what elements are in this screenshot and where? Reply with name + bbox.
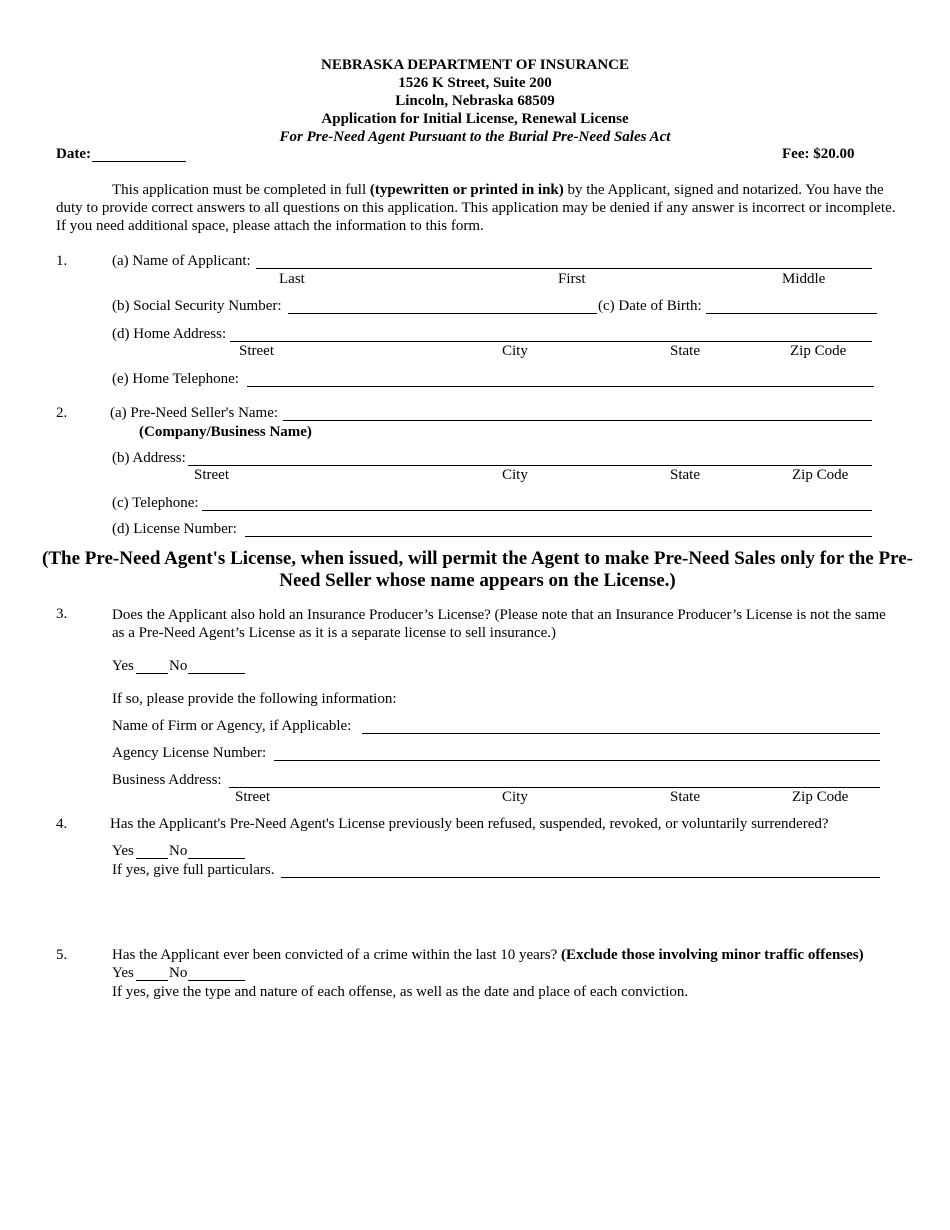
org-name: NEBRASKA DEPARTMENT OF INSURANCE — [321, 57, 629, 73]
home-address-input[interactable] — [230, 326, 872, 342]
q4-particulars-label: If yes, give full particulars. — [112, 862, 275, 878]
home-address-caption-street: Street — [239, 343, 274, 359]
agency-license-input[interactable] — [274, 745, 880, 761]
q3-no-label: No — [169, 658, 188, 674]
q5-yes-label: Yes — [112, 965, 134, 981]
business-address-caption-street: Street — [235, 789, 270, 805]
q5-question-bold: (Exclude those involving minor traffic offenses) — [561, 947, 864, 963]
business-address-caption-zip: Zip Code — [792, 789, 849, 805]
form-header — [0, 56, 950, 146]
agency-license-label: Agency License Number: — [112, 745, 267, 761]
dob-label: (c) Date of Birth: — [598, 298, 702, 314]
business-address-caption-state: State — [670, 789, 700, 805]
q5-question — [112, 947, 864, 964]
business-address-caption-city: City — [502, 789, 528, 805]
seller-name-caption: (Company/Business Name) — [139, 424, 312, 440]
seller-name-label: (a) Pre-Need Seller's Name: — [110, 405, 279, 421]
license-number-label: (d) License Number: — [112, 521, 237, 537]
seller-address-label: (b) Address: — [112, 450, 186, 466]
q3-number: 3. — [56, 606, 68, 622]
q5-no-label: No — [169, 965, 188, 981]
applicant-name-input[interactable] — [256, 253, 872, 269]
name-caption-first: First — [558, 271, 586, 287]
intro-text-2: by the Applicant, signed and notarized. You have the duty to provide correct answers to all questions on this application. This application may be denied if any answer is incorrect or incomplete. If you need additional space, please attach the information to this form. — [56, 182, 896, 234]
firm-name-input[interactable] — [362, 718, 880, 734]
q5-no-input[interactable] — [188, 965, 245, 981]
seller-address-caption-zip: Zip Code — [792, 467, 849, 483]
home-address-caption-state: State — [670, 343, 700, 359]
q4-yes-input[interactable] — [136, 843, 168, 859]
form-title: Application for Initial License, Renewal License — [321, 111, 629, 127]
q3-no-input[interactable] — [188, 658, 245, 674]
q5-number: 5. — [56, 947, 68, 963]
q4-no-input[interactable] — [188, 843, 245, 859]
name-caption-middle: Middle — [782, 271, 826, 287]
license-number-input[interactable] — [245, 521, 872, 537]
home-phone-input[interactable] — [247, 371, 874, 387]
intro-bold-text: (typewritten or printed in ink) — [369, 182, 564, 198]
q5-question-text: Has the Applicant ever been convicted of a crime within the last 10 years? — [112, 947, 562, 963]
org-street: 1526 K Street, Suite 200 — [398, 75, 552, 91]
ssn-input[interactable] — [288, 298, 597, 314]
home-address-caption-city: City — [502, 343, 528, 359]
form-subtitle: For Pre-Need Agent Pursuant to the Burial Pre-Need Sales Act — [279, 129, 671, 145]
business-address-label: Business Address: — [112, 772, 222, 788]
q4-question: Has the Applicant's Pre-Need Agent's License previously been refused, suspended, revoked, or voluntarily surrendered? — [110, 816, 829, 832]
q3-question: Does the Applicant also hold an Insurance Producer’s License? (Please note that an Insurance Producer’s License is not the same as a Pre-Need Agent’s License as it is a separate license to sell insurance.) — [112, 607, 886, 641]
home-address-label: (d) Home Address: — [112, 326, 227, 342]
home-phone-label: (e) Home Telephone: — [112, 371, 239, 387]
name-caption-last: Last — [279, 271, 305, 287]
business-address-input[interactable] — [229, 772, 880, 788]
ssn-label: (b) Social Security Number: — [112, 298, 282, 314]
seller-name-input[interactable] — [283, 405, 872, 421]
q4-particulars-input[interactable] — [281, 862, 880, 878]
fee-label: Fee: $20.00 — [782, 146, 855, 162]
seller-address-caption-state: State — [670, 467, 700, 483]
q4-number: 4. — [56, 816, 68, 832]
q3-if-so-text: If so, please provide the following information: — [112, 691, 397, 707]
seller-address-caption-street: Street — [194, 467, 229, 483]
license-notice: (The Pre-Need Agent's License, when issued, will permit the Agent to make Pre-Need Sales only for the Pre-Need Seller whose name appears on the License.) — [42, 548, 913, 591]
seller-phone-label: (c) Telephone: — [112, 495, 199, 511]
intro-paragraph — [56, 181, 896, 235]
date-label: Date: — [56, 146, 91, 162]
q1-number: 1. — [56, 253, 68, 269]
org-city: Lincoln, Nebraska 68509 — [395, 93, 555, 109]
q5-yes-input[interactable] — [136, 965, 168, 981]
home-address-caption-zip: Zip Code — [790, 343, 847, 359]
q3-yes-input[interactable] — [136, 658, 168, 674]
date-input[interactable] — [92, 146, 186, 162]
seller-address-input[interactable] — [188, 450, 872, 466]
intro-text-1: This application must be completed in full — [112, 182, 370, 198]
q4-yes-label: Yes — [112, 843, 134, 859]
q4-no-label: No — [169, 843, 188, 859]
q5-details-text: If yes, give the type and nature of each offense, as well as the date and place of each conviction. — [112, 984, 689, 1000]
seller-address-caption-city: City — [502, 467, 528, 483]
firm-name-label: Name of Firm or Agency, if Applicable: — [112, 718, 352, 734]
q3-yes-label: Yes — [112, 658, 134, 674]
applicant-name-label: (a) Name of Applicant: — [112, 253, 251, 269]
dob-input[interactable] — [706, 298, 877, 314]
seller-phone-input[interactable] — [202, 495, 872, 511]
q2-number: 2. — [56, 405, 68, 421]
